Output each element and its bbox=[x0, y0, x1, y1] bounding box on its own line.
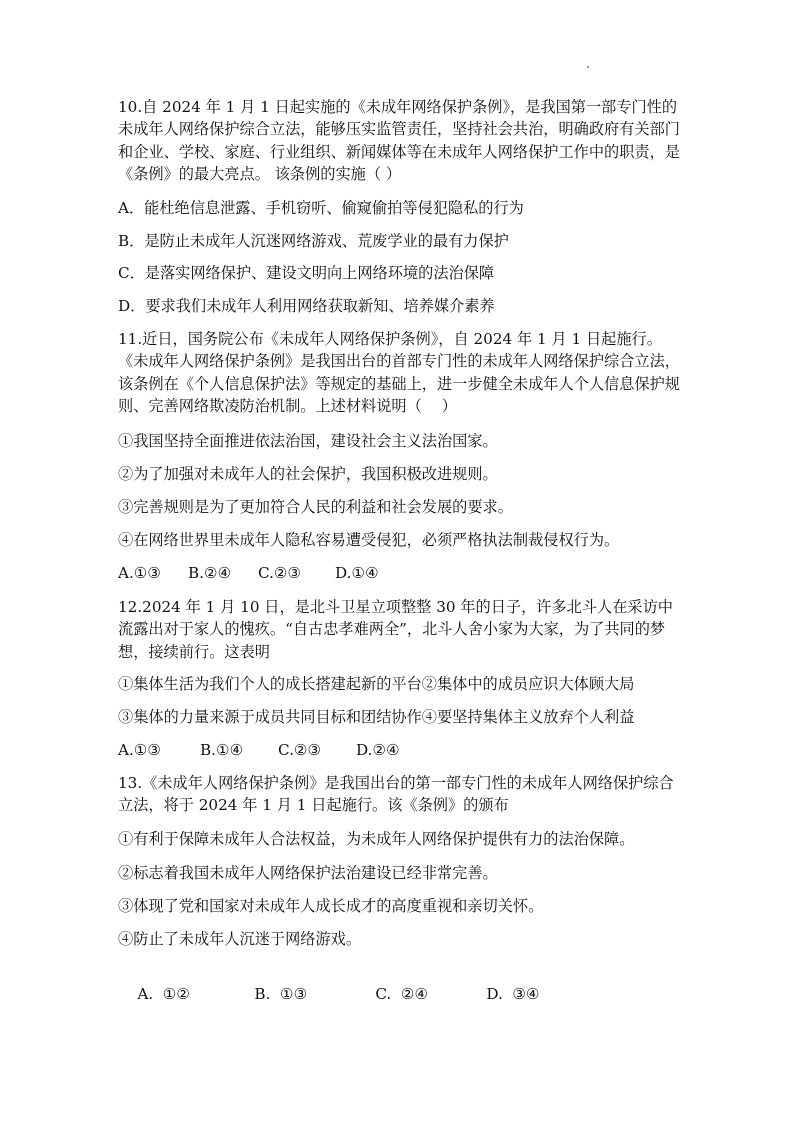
q12-answer-c: C.②③ bbox=[278, 741, 322, 759]
q11-answer-b: B.②④ bbox=[188, 564, 232, 582]
q11-item-3: ③完善规则是为了更加符合人民的利益和社会发展的要求。 bbox=[118, 498, 513, 516]
q13-stem: 13.《未成年人网络保护条例》是我国出台的第一部专门性的未成年人网络保护综合立法，将于 2024 年 1 月 1 日起施行。该《条例》的颁布 bbox=[118, 774, 674, 815]
q13-item-2: ②标志着我国未成年人网络保护法治建设已经非常完善。 bbox=[118, 864, 498, 882]
q10-option-d: D．要求我们未成年人利用网络获取新知、培养媒介素养 bbox=[118, 297, 495, 315]
q10-option-c: C．是落实网络保护、建设文明向上网络环境的法治保障 bbox=[118, 264, 495, 282]
q13-answer-d: D. ③④ bbox=[486, 985, 540, 1003]
q11-item-1: ①我国坚持全面推进依法治国，建设社会主义法治国家。 bbox=[118, 432, 498, 450]
q13-answer-b: B. ①③ bbox=[254, 985, 308, 1003]
q11-answer-a: A.①③ bbox=[118, 564, 162, 582]
q11-answer-d: D.①④ bbox=[335, 564, 379, 582]
q12-answers bbox=[118, 739, 688, 761]
q10-stem: 10.自 2024 年 1 月 1 日起实施的《未成年网络保护条例》，是我国第一部专门性的未成年人网络保护综合立法，能够压实监管责任，坚持社会共治，明确政府有关部门和企业、学校、家庭、行业组织、新闻媒体等在未成年人网络保护工作中的职责，是《条例》的最大亮点。 该条例的实施（ ） bbox=[118, 98, 680, 183]
q13-item-1: ①有利于保障未成年人合法权益，为未成年人网络保护提供有力的法治保障。 bbox=[118, 830, 635, 848]
q10-option-b: B．是防止未成年人沉迷网络游戏、荒废学业的最有力保护 bbox=[118, 232, 509, 250]
q11-stem: 11.近日，国务院公布《未成年人网络保护条例》，自 2024 年 1 月 1 日起施行。《未成年人网络保护条例》是我国出台的首部专门性的未成年人网络保护综合立法，该条例在《个人信息保护法》等规定的基础上，进一步健全未成年人个人信息保护规则、完善网络欺凌防治机制。上述材料说明（ ） bbox=[118, 330, 680, 415]
q12-item-1: ①集体生活为我们个人的成长搭建起新的平台②集体中的成员应识大体顾大局 bbox=[118, 675, 635, 693]
q13-answers bbox=[118, 961, 688, 1027]
q13-answer-a: A. ①② bbox=[137, 985, 190, 1003]
page-mark bbox=[587, 66, 589, 68]
q11-answers bbox=[118, 562, 688, 584]
q13-answer-c: C. ②④ bbox=[375, 985, 429, 1003]
q12-stem: 12.2024 年 1 月 10 日，是北斗卫星立项整整 30 年的日子，许多北斗人在采访中流露出对于家人的愧疚。“自古忠孝难两全”，北斗人舍小家为大家，为了共同的梦想，接续前行。这表明 bbox=[118, 598, 673, 661]
q10-option-a: A．能杜绝信息泄露、手机窃听、偷窥偷拍等侵犯隐私的行为 bbox=[118, 199, 524, 217]
q12-item-2: ③集体的力量来源于成员共同目标和团结协作④要坚持集体主义放弃个人利益 bbox=[118, 708, 635, 726]
q11-answer-c: C.②③ bbox=[258, 564, 302, 582]
q12-answer-d: D.②④ bbox=[356, 741, 400, 759]
q11-item-4: ④在网络世界里未成年人隐私容易遭受侵犯，必须严格执法制裁侵权行为。 bbox=[118, 531, 620, 549]
q12-answer-b: B.①④ bbox=[200, 741, 244, 759]
q13-item-3: ③体现了党和国家对未成年人成长成才的高度重视和亲切关怀。 bbox=[118, 897, 544, 915]
q12-answer-a: A.①③ bbox=[118, 741, 162, 759]
q13-item-4: ④防止了未成年人沉迷于网络游戏。 bbox=[118, 930, 361, 948]
q11-item-2: ②为了加强对未成年人的社会保护，我国积极改进规则。 bbox=[118, 465, 498, 483]
